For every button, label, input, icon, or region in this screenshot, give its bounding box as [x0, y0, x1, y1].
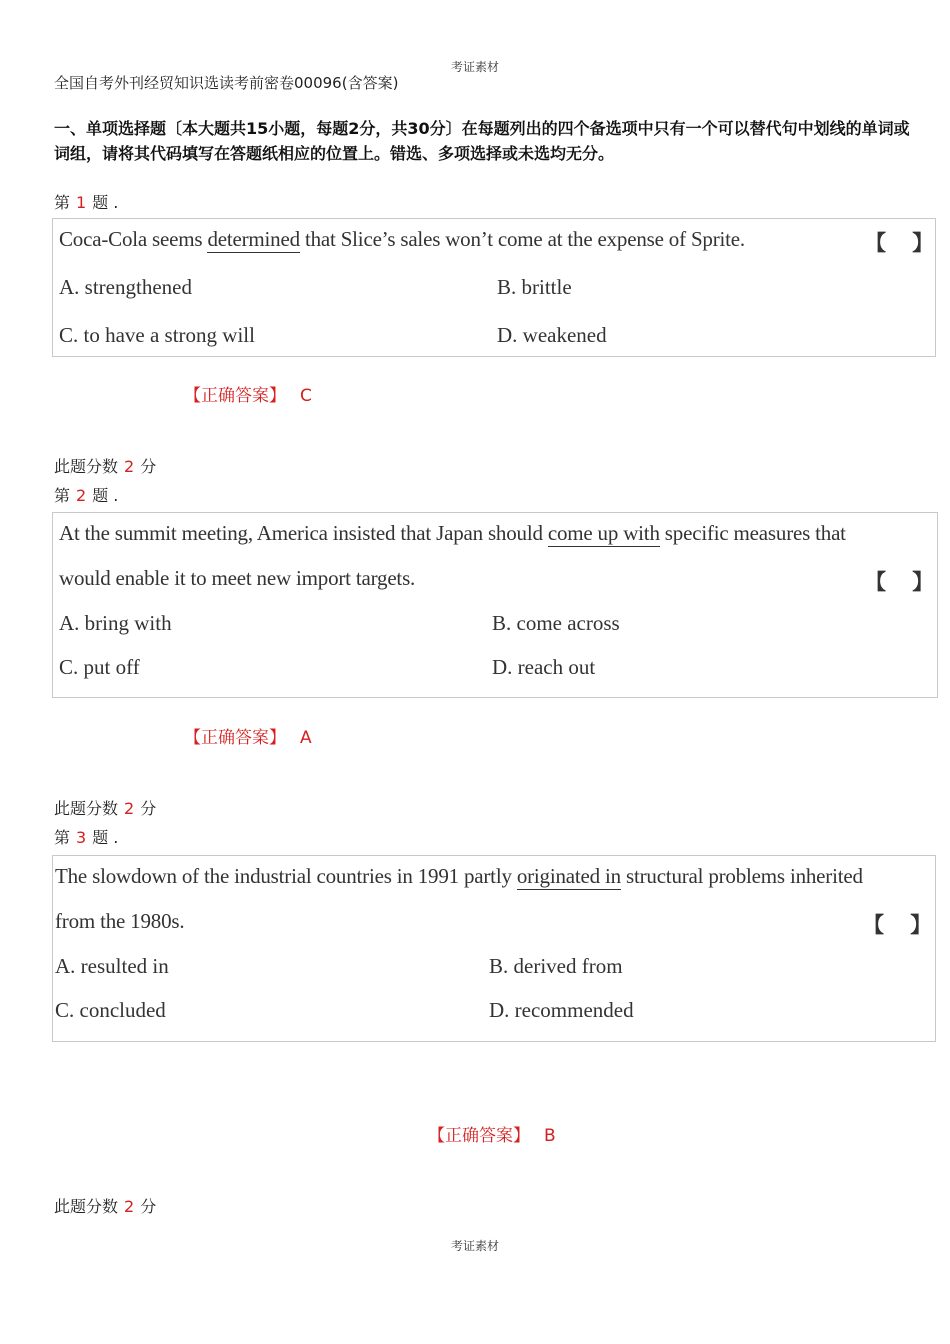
- answer-bracket: 【 】: [865, 231, 934, 255]
- section-heading: 一、单项选择题〔本大题共15小题，每题2分，共30分〕在每题列出的四个备选项中只有一个可以替代句中划线的单词或词组，请将其代码填写在答题纸相应的位置上。错选、多项选择或未选均无分。: [54, 119, 910, 163]
- question-3-stem-line2: from the 1980s.: [55, 909, 185, 933]
- question-1-answer: [184, 381, 312, 406]
- question-suffix: 题 .: [92, 486, 119, 505]
- score-suffix: 分: [140, 799, 157, 818]
- underlined-term: originated in: [516, 864, 621, 888]
- answer-bracket: 【 】: [865, 570, 934, 594]
- page-header-note: 考证素材: [450, 60, 499, 74]
- option-c: C. to have a strong will: [59, 323, 255, 347]
- question-2-stem: [59, 521, 846, 546]
- question-suffix: 题 .: [92, 193, 119, 212]
- question-1-label: [54, 190, 118, 213]
- option-c: C. put off: [59, 655, 140, 679]
- question-1-score: [54, 454, 156, 477]
- option-b: B. brittle: [497, 275, 572, 299]
- option-a: A. bring with: [59, 611, 172, 635]
- stem-text: Coca-Cola seems: [59, 227, 208, 251]
- answer-letter: C: [300, 386, 312, 406]
- score-suffix: 分: [140, 457, 157, 476]
- question-suffix: 题 .: [92, 828, 119, 847]
- stem-text: The slowdown of the industrial countries in 1991 partly: [55, 864, 517, 888]
- question-prefix: 第: [54, 193, 71, 212]
- stem-text: that Slice’s sales won’t come at the expense of Sprite.: [299, 227, 745, 251]
- option-b: B. derived from: [489, 954, 623, 978]
- page-footer-note: 考证素材: [450, 1239, 499, 1253]
- question-3-stem: [55, 864, 863, 889]
- question-3-label: [54, 825, 118, 848]
- question-2-score: [54, 796, 156, 819]
- question-3-answer: [428, 1121, 556, 1146]
- stem-text: structural problems inherited: [620, 864, 863, 888]
- question-1-box: [52, 218, 936, 357]
- option-d: D. recommended: [489, 998, 634, 1022]
- document-title: 全国自考外刊经贸知识选读考前密卷00096(含答案): [54, 74, 399, 92]
- score-suffix: 分: [140, 1197, 157, 1216]
- question-1-stem: [59, 227, 745, 252]
- option-d: D. reach out: [492, 655, 596, 679]
- score-value: 2: [124, 799, 135, 818]
- score-prefix: 此题分数: [54, 799, 119, 818]
- option-a: A. resulted in: [55, 954, 169, 978]
- question-prefix: 第: [54, 486, 71, 505]
- answer-letter: A: [300, 728, 312, 748]
- question-2-box: [52, 512, 938, 698]
- option-c: C. concluded: [55, 998, 166, 1022]
- underlined-term: determined: [207, 227, 300, 251]
- question-3-score: [54, 1194, 156, 1217]
- question-3-box: [52, 855, 936, 1042]
- score-value: 2: [124, 1197, 135, 1216]
- answer-letter: B: [544, 1126, 556, 1146]
- stem-text: specific measures that: [659, 521, 846, 545]
- answer-label: 【正确答案】: [428, 1126, 530, 1146]
- underlined-term: come up with: [547, 521, 660, 545]
- question-2-label: [54, 483, 118, 506]
- option-a: A. strengthened: [59, 275, 192, 299]
- stem-text: At the summit meeting, America insisted that Japan should: [59, 521, 548, 545]
- score-prefix: 此题分数: [54, 457, 119, 476]
- question-number: 1: [76, 193, 87, 212]
- option-b: B. come across: [492, 611, 620, 635]
- question-prefix: 第: [54, 828, 71, 847]
- question-2-stem-line2: would enable it to meet new import targets.: [59, 566, 416, 590]
- answer-label: 【正确答案】: [184, 386, 286, 406]
- question-2-answer: [184, 723, 312, 748]
- answer-label: 【正确答案】: [184, 728, 286, 748]
- question-number: 2: [76, 486, 87, 505]
- score-prefix: 此题分数: [54, 1197, 119, 1216]
- score-value: 2: [124, 457, 135, 476]
- option-d: D. weakened: [497, 323, 607, 347]
- question-number: 3: [76, 828, 87, 847]
- answer-bracket: 【 】: [863, 913, 932, 937]
